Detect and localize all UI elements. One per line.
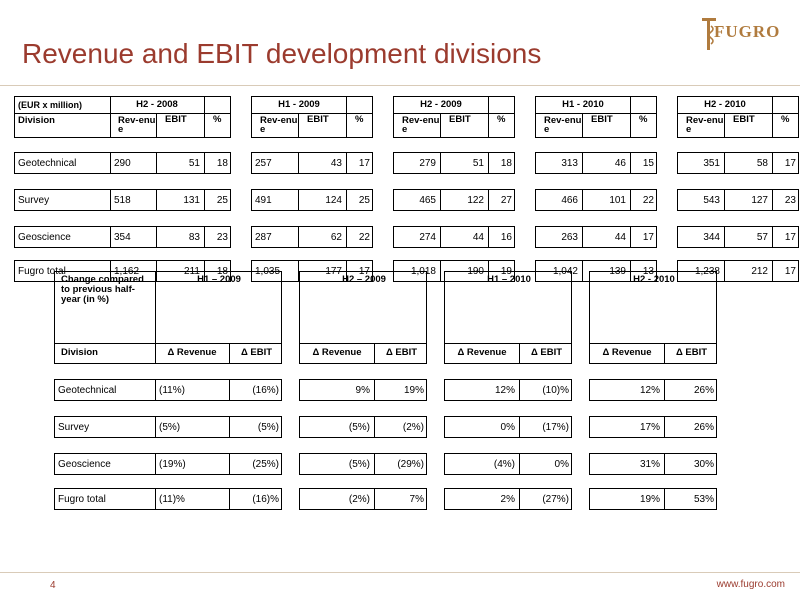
subheader: Δ Revenue <box>167 347 217 358</box>
ebit-cell: 124 <box>298 190 346 210</box>
ebit-cell: 211 <box>156 261 204 281</box>
subheader: % <box>346 114 374 137</box>
ebit-cell: 51 <box>156 153 204 173</box>
delta-ebit-cell: (5%) <box>229 417 283 437</box>
period-label: H1 - 2009 <box>278 99 320 110</box>
division-header: Division <box>61 347 98 358</box>
delta-revenue-cell: (11)% <box>155 489 229 509</box>
subheader: Rev-enue <box>686 115 724 135</box>
subheader: Rev-enue <box>544 115 582 135</box>
pct-cell: 13 <box>630 261 658 281</box>
table-row <box>589 488 717 510</box>
revenue-cell: 287 <box>255 232 272 243</box>
period-label: H2 - 2008 <box>136 99 178 110</box>
row-label: Geoscience <box>18 232 71 243</box>
pct-cell: 18 <box>204 261 232 281</box>
delta-ebit-cell: 26% <box>664 380 718 400</box>
title-divider <box>0 85 800 86</box>
table-row <box>54 453 282 475</box>
pct-cell: 25 <box>204 190 232 210</box>
table-row <box>677 226 799 248</box>
delta-ebit-cell: 7% <box>374 489 428 509</box>
header-h1-2010 <box>535 96 657 138</box>
pct-cell: 19 <box>488 261 516 281</box>
ebit-cell: 131 <box>156 190 204 210</box>
ebit-cell: 43 <box>298 153 346 173</box>
table-row <box>251 226 373 248</box>
table-row <box>444 416 572 438</box>
row-label: Geotechnical <box>18 158 77 169</box>
subheader: % <box>204 114 232 137</box>
table-row <box>393 226 515 248</box>
table-row <box>535 226 657 248</box>
revenue-cell: 351 <box>703 158 720 169</box>
pct-cell: 22 <box>630 190 658 210</box>
row-label: Fugro total <box>18 266 66 277</box>
delta-revenue-cell: (2%) <box>348 494 370 505</box>
pct-cell: 23 <box>772 190 800 210</box>
pct-cell: 15 <box>630 153 658 173</box>
subheader: Rev-enue <box>260 115 298 135</box>
delta-revenue-cell: 0% <box>500 422 515 433</box>
column-rule <box>488 97 489 114</box>
pct-cell: 18 <box>488 153 516 173</box>
delta-revenue-cell: 2% <box>500 494 515 505</box>
ebit-cell: 177 <box>298 261 346 281</box>
division-header: Division <box>18 115 55 126</box>
row-label: Geotechnical <box>58 385 117 396</box>
subheader: Δ EBIT <box>229 344 283 363</box>
delta-ebit-cell: (27%) <box>519 489 573 509</box>
pct-cell: 17 <box>346 261 374 281</box>
period-label: H1 – 2010 <box>487 274 531 285</box>
change-header-3 <box>589 271 717 364</box>
delta-revenue-cell: (5%) <box>155 417 229 437</box>
ebit-cell: 51 <box>440 153 488 173</box>
table-row <box>393 152 515 174</box>
ebit-cell: 46 <box>582 153 630 173</box>
table-row <box>393 189 515 211</box>
pct-cell: 17 <box>772 153 800 173</box>
subheader: EBIT <box>582 114 630 137</box>
pct-cell: 27 <box>488 190 516 210</box>
ebit-cell: 127 <box>724 190 772 210</box>
change-header-0 <box>54 271 282 364</box>
delta-revenue-cell: (5%) <box>348 422 370 433</box>
table-row <box>14 226 231 248</box>
pct-cell: 17 <box>772 261 800 281</box>
revenue-cell: 518 <box>110 190 156 210</box>
table-row <box>251 189 373 211</box>
change-header-2 <box>444 271 572 364</box>
ebit-cell: 190 <box>440 261 488 281</box>
pct-cell: 16 <box>488 227 516 247</box>
revenue-cell: 1,238 <box>694 266 720 277</box>
table-row <box>299 488 427 510</box>
revenue-cell: 465 <box>419 195 436 206</box>
table-row <box>299 416 427 438</box>
delta-ebit-cell: (29%) <box>374 454 428 474</box>
unit-label: (EUR x million) <box>18 100 83 110</box>
subheader: % <box>630 114 658 137</box>
delta-ebit-cell: (25%) <box>229 454 283 474</box>
revenue-cell: 1,035 <box>255 266 281 277</box>
table-row <box>54 379 282 401</box>
table-row <box>677 152 799 174</box>
column-rule <box>772 97 773 114</box>
table-row <box>299 453 427 475</box>
subheader: EBIT <box>156 114 204 137</box>
subheader: EBIT <box>298 114 346 137</box>
subheader: Δ EBIT <box>519 344 573 363</box>
table-row <box>299 379 427 401</box>
delta-ebit-cell: 0% <box>519 454 573 474</box>
delta-revenue-cell: 9% <box>355 385 370 396</box>
page-number: 4 <box>50 580 56 591</box>
header-h2-2008 <box>14 96 231 138</box>
period-label: H2 - 2009 <box>420 99 462 110</box>
change-header-1 <box>299 271 427 364</box>
ebit-cell: 44 <box>582 227 630 247</box>
ebit-cell: 122 <box>440 190 488 210</box>
revenue-cell: 344 <box>703 232 720 243</box>
delta-ebit-cell: (10)% <box>519 380 573 400</box>
subheader: Δ EBIT <box>374 344 428 363</box>
delta-revenue-cell: (5%) <box>348 459 370 470</box>
revenue-cell: 279 <box>419 158 436 169</box>
pct-cell: 22 <box>346 227 374 247</box>
table-row <box>677 189 799 211</box>
table-row <box>14 152 231 174</box>
table-row <box>251 152 373 174</box>
subheader: EBIT <box>724 114 772 137</box>
column-rule <box>204 97 205 114</box>
period-label: H1 - 2010 <box>562 99 604 110</box>
pct-cell: 18 <box>204 153 232 173</box>
delta-ebit-cell: 26% <box>664 417 718 437</box>
delta-ebit-cell: 30% <box>664 454 718 474</box>
period-label: H2 - 2010 <box>633 274 675 285</box>
header-h1-2009 <box>251 96 373 138</box>
change-header-label: Change compared to previous half-year (in %) <box>61 274 144 305</box>
revenue-cell: 466 <box>561 195 578 206</box>
period-label: H2 – 2009 <box>342 274 386 285</box>
table-row <box>589 453 717 475</box>
delta-ebit-cell: (2%) <box>374 417 428 437</box>
table-row <box>535 152 657 174</box>
row-label: Geoscience <box>58 459 111 470</box>
table-row <box>444 379 572 401</box>
delta-revenue-cell: (11%) <box>155 380 229 400</box>
delta-revenue-cell: 12% <box>639 385 660 396</box>
header-h2-2010 <box>677 96 799 138</box>
ebit-cell: 62 <box>298 227 346 247</box>
row-label: Survey <box>58 422 90 433</box>
ebit-cell: 58 <box>724 153 772 173</box>
delta-revenue-cell: (19%) <box>155 454 229 474</box>
subheader: EBIT <box>440 114 488 137</box>
revenue-cell: 257 <box>255 158 272 169</box>
ebit-cell: 44 <box>440 227 488 247</box>
delta-ebit-cell: (16%) <box>229 380 283 400</box>
pct-cell: 17 <box>772 227 800 247</box>
footer-divider <box>0 572 800 573</box>
delta-revenue-cell: 31% <box>639 459 660 470</box>
subheader: Rev-enue <box>402 115 440 135</box>
revenue-cell: 354 <box>110 227 156 247</box>
ebit-cell: 212 <box>724 261 772 281</box>
footer-url: www.fugro.com <box>716 579 785 590</box>
column-rule <box>346 97 347 114</box>
delta-ebit-cell: 19% <box>374 380 428 400</box>
table-row <box>444 488 572 510</box>
delta-revenue-cell: 19% <box>639 494 660 505</box>
table-row <box>444 453 572 475</box>
table-row <box>589 379 717 401</box>
ebit-cell: 139 <box>582 261 630 281</box>
table-row <box>535 189 657 211</box>
period-label: H1 – 2009 <box>197 274 241 285</box>
revenue-cell: 290 <box>110 153 156 173</box>
row-label: Survey <box>18 195 50 206</box>
table-row <box>54 488 282 510</box>
delta-ebit-cell: (17%) <box>519 417 573 437</box>
table-row <box>14 189 231 211</box>
revenue-cell: 543 <box>703 195 720 206</box>
revenue-cell: 1,018 <box>410 266 436 277</box>
subheader: % <box>488 114 516 137</box>
revenue-cell: 1,042 <box>552 266 578 277</box>
revenue-cell: 491 <box>255 195 272 206</box>
delta-revenue-cell: (4%) <box>493 459 515 470</box>
pct-cell: 17 <box>630 227 658 247</box>
header-h2-2009 <box>393 96 515 138</box>
ebit-cell: 57 <box>724 227 772 247</box>
subheader: % <box>772 114 800 137</box>
logo-wordmark: FUGRO <box>714 22 781 41</box>
table-row <box>589 416 717 438</box>
subheader: Δ Revenue <box>602 347 652 358</box>
pct-cell: 25 <box>346 190 374 210</box>
delta-ebit-cell: (16)% <box>229 489 283 509</box>
revenue-cell: 274 <box>419 232 436 243</box>
revenue-cell: 1,162 <box>110 261 156 281</box>
ebit-cell: 83 <box>156 227 204 247</box>
delta-ebit-cell: 53% <box>664 489 718 509</box>
table-row <box>54 416 282 438</box>
subheader: Rev-enue <box>118 115 156 135</box>
delta-revenue-cell: 12% <box>494 385 515 396</box>
ebit-cell: 101 <box>582 190 630 210</box>
revenue-cell: 263 <box>561 232 578 243</box>
subheader: Δ Revenue <box>457 347 507 358</box>
period-label: H2 - 2010 <box>704 99 746 110</box>
pct-cell: 23 <box>204 227 232 247</box>
subheader: Δ EBIT <box>664 344 718 363</box>
pct-cell: 17 <box>346 153 374 173</box>
column-rule <box>630 97 631 114</box>
revenue-cell: 313 <box>561 158 578 169</box>
delta-revenue-cell: 17% <box>639 422 660 433</box>
subheader: Δ Revenue <box>312 347 362 358</box>
row-label: Fugro total <box>58 494 106 505</box>
page-title: Revenue and EBIT development divisions <box>22 38 542 69</box>
